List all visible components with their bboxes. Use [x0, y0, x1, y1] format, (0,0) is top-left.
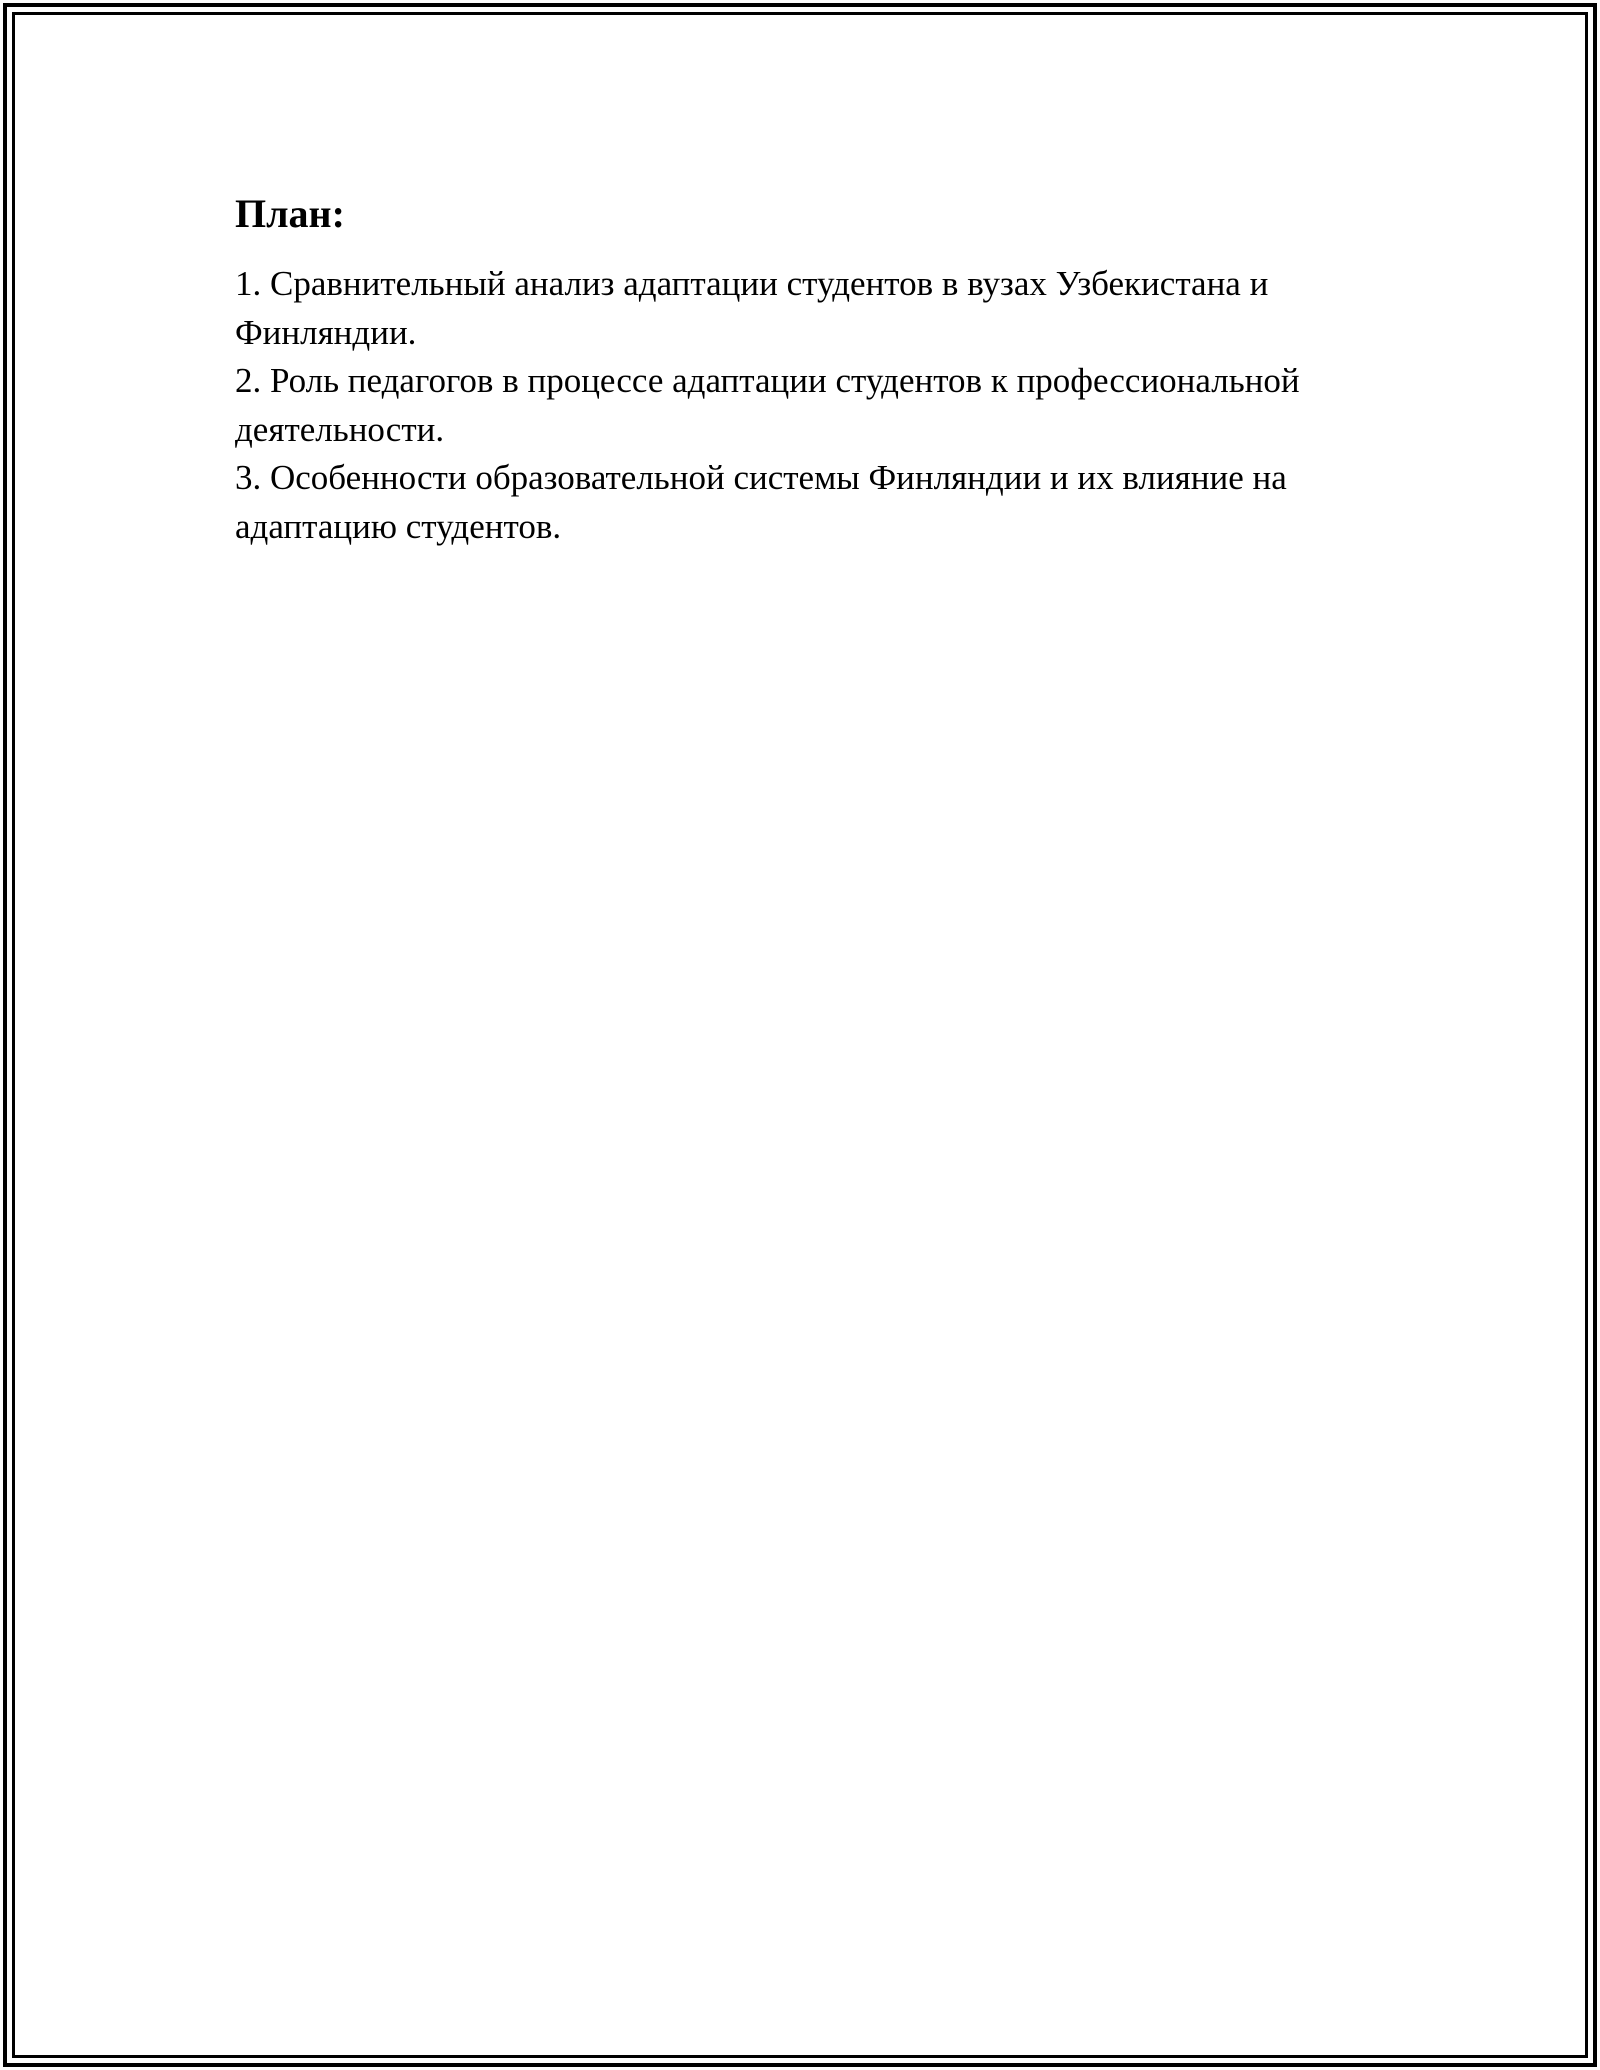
plan-item-1: 1. Сравнительный анализ адаптации студентов в вузах Узбекистана и Финляндии. — [235, 264, 1269, 352]
plan-item-2: 2. Роль педагогов в процессе адаптации студентов к профессиональной деятельности. — [235, 361, 1300, 449]
plan-title: План: — [235, 191, 345, 236]
plan-list — [235, 260, 1415, 551]
document-content — [235, 188, 1415, 551]
plan-item-3: 3. Особенности образовательной системы Финляндии и их влияние на адаптацию студентов. — [235, 458, 1287, 546]
